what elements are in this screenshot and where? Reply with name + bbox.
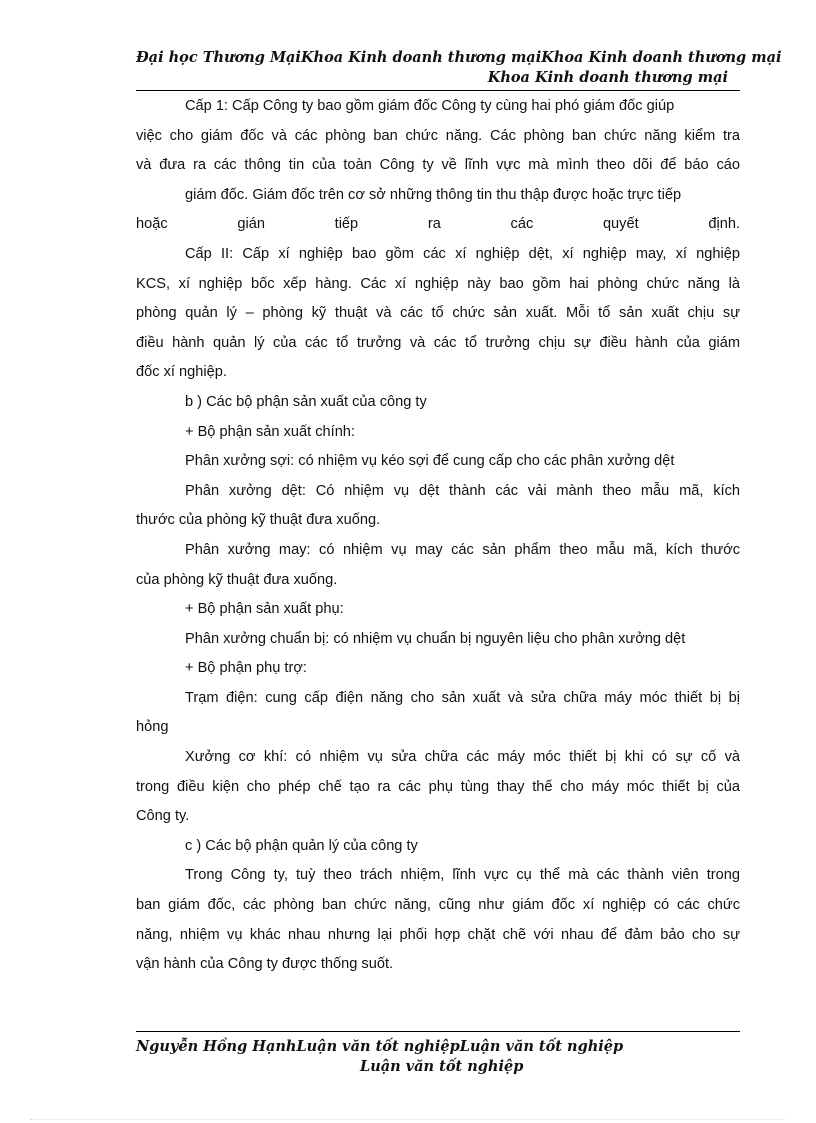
body-line: giám đốc. Giám đốc trên cơ sở những thông tin thu thập được hoặc trực tiếp	[185, 186, 682, 203]
page-footer	[136, 1037, 740, 1077]
body-line: đốc xí nghiệp.	[136, 364, 227, 381]
body-line: việc cho giám đốc và các phòng ban chức năng. Các phòng ban chức năng kiểm tra	[136, 127, 740, 144]
body-line: KCS, xí nghiệp bốc xếp hàng. Các xí nghiệp này bao gồm hai phòng chức năng là	[136, 275, 740, 292]
body-line: Xưởng cơ khí: có nhiệm vụ sửa chữa các máy móc thiết bị khi có sự cố và	[185, 749, 740, 766]
body-line: Phân xưởng may: có nhiệm vụ may các sản phẩm theo mẫu mã, kích thước	[185, 541, 740, 558]
body-line: phòng quản lý – phòng kỹ thuật và các tổ chức sản xuất. Mỗi tổ sản xuất chịu sự	[136, 305, 740, 322]
body-line: + Bộ phận sản xuất phụ:	[185, 601, 344, 618]
page-header	[136, 48, 782, 88]
footer-line-2: Luận văn tốt nghiệp	[360, 1058, 524, 1075]
body-line: + Bộ phận phụ trợ:	[185, 660, 307, 677]
body-line: vận hành của Công ty được thống suốt.	[136, 956, 394, 973]
page-edge-dots	[30, 1119, 786, 1120]
body-line: Trạm điện: cung cấp điện năng cho sản xuất và sửa chữa máy móc thiết bị bị	[185, 689, 740, 706]
section-heading-b: b ) Các bộ phận sản xuất của công ty	[185, 393, 427, 410]
footer-divider	[136, 1031, 740, 1032]
header-line-2: Khoa Kinh doanh thương mại	[487, 69, 728, 86]
section-heading-c: c ) Các bộ phận quản lý của công ty	[185, 837, 418, 854]
body-line: của phòng kỹ thuật đưa xuống.	[136, 571, 338, 588]
body-line: Cấp II: Cấp xí nghiệp bao gồm các xí nghiệp dệt, xí nghiệp may, xí nghiệp	[185, 245, 740, 262]
body-line: thước của phòng kỹ thuật đưa xuống.	[136, 512, 381, 529]
body-line: Phân xưởng chuẩn bị: có nhiệm vụ chuẩn bị nguyên liệu cho phân xưởng dệt	[185, 630, 686, 647]
footer-line-1: Nguyễn Hồng HạnhLuận văn tốt nghiệpLuận văn tốt nghiệp	[136, 1038, 624, 1055]
body-line: Cấp 1: Cấp Công ty bao gồm giám đốc Công ty cùng hai phó giám đốc giúp	[185, 98, 675, 114]
body-line: điều hành quản lý của các tổ trưởng và các tổ trưởng chịu sự điều hành của giám	[136, 334, 740, 351]
body-line: Công ty.	[136, 808, 190, 825]
body-line: và đưa ra các thông tin của toàn Công ty về lĩnh vực mà mình theo dõi để báo cáo	[136, 157, 740, 174]
body-line: hoặc gián tiếp ra các quyết định.	[136, 216, 740, 233]
body-line: Phân xưởng dệt: Có nhiệm vụ dệt thành các vải mành theo mẫu mã, kích	[185, 482, 740, 499]
header-line-1: Đại học Thương MạiKhoa Kinh doanh thương mạiKhoa Kinh doanh thương mại	[136, 49, 782, 66]
body-line: Trong Công ty, tuỳ theo trách nhiệm, lĩnh vực cụ thể mà các thành viên trong	[185, 867, 740, 884]
header-divider	[136, 90, 740, 91]
body-line: Phân xưởng sợi: có nhiệm vụ kéo sợi để cung cấp cho các phân xưởng dệt	[185, 453, 675, 470]
body-line: ban giám đốc, các phòng ban chức năng, cũng như giám đốc xí nghiệp có các chức	[136, 897, 740, 914]
body-line: năng, nhiệm vụ khác nhau nhưng lại phối hợp chặt chẽ với nhau để đảm bảo cho sự	[136, 926, 740, 943]
document-body	[136, 92, 740, 980]
body-line: + Bộ phận sản xuất chính:	[185, 423, 355, 440]
body-line: trong điều kiện cho phép chế tạo ra các phụ tùng thay thế cho máy móc thiết bị của	[136, 778, 740, 795]
body-line: hỏng	[136, 719, 169, 736]
